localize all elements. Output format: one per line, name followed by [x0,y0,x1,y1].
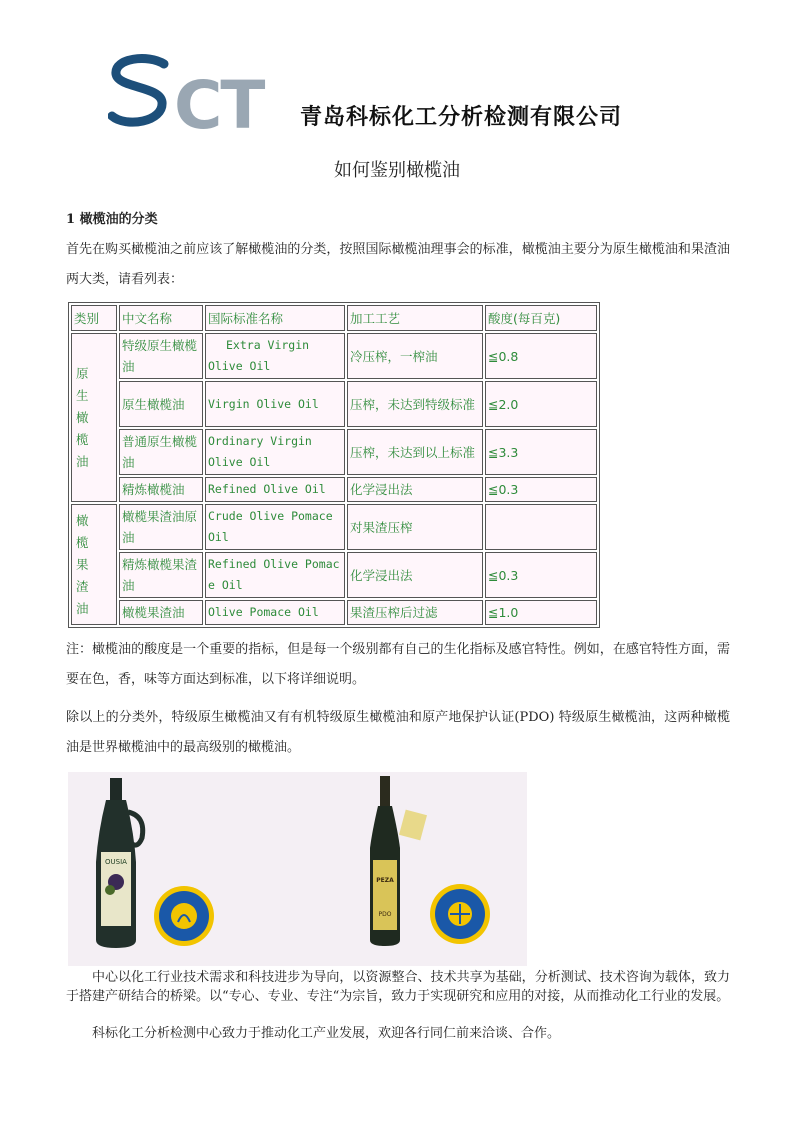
acidity-cell [485,504,597,550]
table-row [71,504,597,550]
intl-name-cell: Refined Olive Oil [205,477,345,502]
company-name: 青岛科标化工分析检测有限公司 [300,105,623,130]
table-row [71,600,597,625]
bottle-2-icon [370,776,427,946]
table-header-row [71,305,597,331]
table-row [71,333,597,379]
acidity-cell: ≦2.0 [485,381,597,427]
pdo-seal-icon [430,884,490,944]
process-cell: 果渣压榨后过滤 [347,600,483,625]
page-title: 如何鉴别橄榄油 [334,160,460,181]
intl-name-cell: Olive Pomace Oil [205,600,345,625]
cn-name-cell: 橄榄果渣油原油 [119,504,203,550]
cn-name-cell: 橄榄果渣油 [119,600,203,625]
olive-oil-classification-table [68,302,600,628]
center-intro-paragraph: 中心以化工行业技术需求和科技进步为导向，以资源整合、技术共享为基础，分析测试、技术咨询为载体，致力于搭建产研结合的桥梁。以“专心、专业、专注“为宗旨，致力于实现研究和应用的对接，从而推动化工行业的发展。 [66,970,730,1004]
svg-text:OUSIA: OUSIA [105,858,127,866]
cn-name-cell: 特级原生橄榄油 [119,333,203,379]
sct-logo [108,52,283,134]
process-cell: 压榨，未达到特级标准 [347,381,483,427]
acidity-cell: ≦3.3 [485,429,597,475]
center-welcome-paragraph: 科标化工分析检测中心致力于推动化工产业发展，欢迎各行同仁前来洽谈、合作。 [92,1026,561,1041]
svg-text:PEZA: PEZA [376,877,394,884]
process-cell: 冷压榨，一榨油 [347,333,483,379]
note-paragraph: 注：橄榄油的酸度是一个重要的指标，但是每一个级别都有自己的生化指标及感官特性。例如，在感官特性方面，需要在色，香，味等方面达到标准，以下将详细说明。 [66,642,730,687]
acidity-cell: ≦0.3 [485,477,597,502]
logo-ct-text: CT [174,67,264,134]
table-row [71,552,597,598]
table-header-cell: 国际标准名称 [205,305,345,331]
intl-name-cell: Virgin Olive Oil [205,381,345,427]
category-cell: 原生橄榄油 [71,333,117,502]
organic-seal-icon [154,886,214,946]
svg-text:PDO: PDO [378,911,392,918]
table-header-cell: 酸度(每百克) [485,305,597,331]
olive-oil-bottles-image [68,772,527,966]
acidity-cell: ≦0.3 [485,552,597,598]
cn-name-cell: 精炼橄榄油 [119,477,203,502]
process-cell: 化学浸出法 [347,477,483,502]
process-cell: 对果渣压榨 [347,504,483,550]
process-cell: 化学浸出法 [347,552,483,598]
table-header-cell: 加工工艺 [347,305,483,331]
process-cell: 压榨，未达到以上标准 [347,429,483,475]
acidity-cell: ≦0.8 [485,333,597,379]
acidity-cell: ≦1.0 [485,600,597,625]
intl-name-cell: Extra Virgin Olive Oil [205,333,345,379]
intl-name-cell: Ordinary Virgin Olive Oil [205,429,345,475]
intl-name-cell: Crude Olive Pomace Oil [205,504,345,550]
intro-paragraph: 首先在购买橄榄油之前应该了解橄榄油的分类，按照国际橄榄油理事会的标准，橄榄油主要分为原生橄榄油和果渣油两大类，请看列表： [66,242,730,287]
section-heading: 1 橄榄油的分类 [66,212,158,227]
table-row [71,477,597,502]
intl-name-cell: Refined Olive Pomace Oil [205,552,345,598]
table-row [71,381,597,427]
bottles-illustration [68,772,527,966]
table-row [71,429,597,475]
category-cell: 橄榄果渣油 [71,504,117,625]
table-header-cell: 类别 [71,305,117,331]
bottle-1-icon [96,778,143,948]
cn-name-cell: 精炼橄榄果渣油 [119,552,203,598]
table-header-cell: 中文名称 [119,305,203,331]
cn-name-cell: 原生橄榄油 [119,381,203,427]
cn-name-cell: 普通原生橄榄油 [119,429,203,475]
logo-s-mark [112,59,164,123]
pdo-paragraph: 除以上的分类外，特级原生橄榄油又有有机特级原生橄榄油和原产地保护认证(PDO) 特级原生橄榄油，这两种橄榄油是世界橄榄油中的最高级别的橄榄油。 [66,710,730,755]
